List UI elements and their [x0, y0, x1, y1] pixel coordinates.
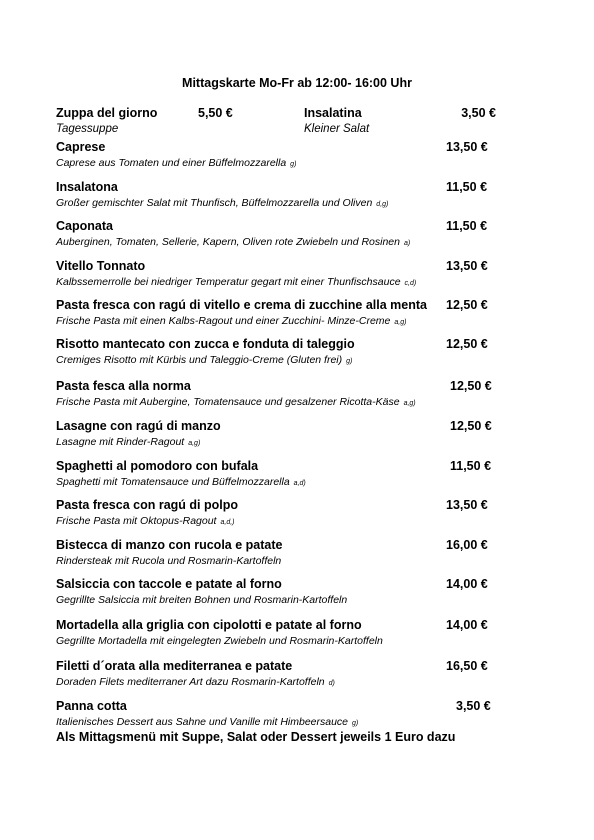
dish-name: Mortadella alla griglia con cipolotti e patate al forno [56, 618, 362, 632]
dish-desc [56, 716, 358, 728]
dish-name: Panna cotta [56, 699, 127, 713]
dish-desc [56, 555, 285, 567]
dish-name: Pasta fesca alla norma [56, 379, 191, 393]
dish-desc [56, 594, 351, 606]
dish-desc-text: Gegrillte Mortadella mit eingelegten Zwiebeln und Rosmarin-Kartoffeln [56, 635, 383, 647]
dish-price: 3,50 € [456, 699, 491, 713]
page-title: Mittagskarte Mo-Fr ab 12:00- 16:00 Uhr [182, 76, 412, 90]
allergen-code: a) [403, 240, 411, 247]
allergen-code: g) [346, 358, 353, 365]
dish-price: 11,50 € [450, 459, 492, 473]
dish-desc [56, 157, 296, 169]
allergen-code: d,g) [376, 201, 389, 208]
dish-desc-text: Cremiges Risotto mit Kürbis und Taleggio-Creme (Gluten frei) [56, 354, 343, 366]
dish-price: 14,00 € [446, 577, 488, 591]
dish-item [56, 140, 496, 174]
dish-name: Spaghetti al pomodoro con bufala [56, 459, 259, 473]
dish-desc-text: Doraden Filets mediterraner Art dazu Rosmarin-Kartoffeln [56, 676, 325, 688]
dish-desc-text: Kalbssemerrolle bei niedriger Temperatur gegart mit einer Thunfischsauce [56, 276, 401, 288]
dish-desc [56, 476, 306, 488]
small-salad-name: Insalatina [304, 106, 362, 120]
allergen-code: a,g) [188, 440, 201, 447]
allergen-code: a,g) [394, 319, 407, 326]
dish-price: 16,50 € [446, 659, 488, 673]
dish-name: Caprese [56, 140, 106, 154]
dish-name: Pasta fresca con ragú di vitello e crema di zucchine alla menta [56, 298, 427, 312]
dish-item [56, 498, 496, 532]
dish-desc-text: Großer gemischter Salat mit Thunfisch, Büffelmozzarella und Oliven [56, 197, 373, 209]
dish-desc [56, 276, 416, 288]
small-salad-price: 3,50 € [461, 106, 496, 120]
dish-item [56, 259, 496, 293]
dish-desc [56, 354, 352, 366]
dish-desc [56, 635, 387, 647]
dish-item [56, 538, 496, 572]
dish-desc [56, 396, 416, 408]
dish-desc [56, 236, 410, 248]
dish-desc [56, 315, 406, 327]
dish-price: 13,50 € [446, 498, 488, 512]
dish-name: Salsiccia con taccole e patate al forno [56, 577, 282, 591]
dish-item [56, 577, 496, 611]
dish-name: Vitello Tonnato [56, 259, 146, 273]
dish-item [56, 659, 496, 693]
dish-item [56, 219, 496, 253]
dish-desc-text: Spaghetti mit Tomatensauce und Büffelmozzarella [56, 476, 290, 488]
allergen-code: a,g) [403, 400, 416, 407]
allergen-code: g) [290, 161, 297, 168]
dish-price: 12,50 € [450, 419, 492, 433]
dish-name: Insalatona [56, 180, 118, 194]
dish-desc [56, 676, 335, 688]
soup-name: Zuppa del giorno [56, 106, 158, 120]
dish-desc-text: Gegrillte Salsiccia mit breiten Bohnen und Rosmarin-Kartoffeln [56, 594, 348, 606]
dish-desc-text: Rindersteak mit Rucola und Rosmarin-Kartoffeln [56, 555, 282, 567]
dish-name: Lasagne con ragú di manzo [56, 419, 221, 433]
dish-item [56, 379, 496, 413]
dish-price: 11,50 € [446, 219, 488, 233]
dish-item [56, 618, 496, 652]
dish-item [56, 180, 496, 214]
dish-desc-text: Italienisches Dessert aus Sahne und Vanille mit Himbeersauce [56, 716, 349, 728]
dish-price: 14,00 € [446, 618, 488, 632]
top-items-row [56, 106, 496, 140]
dish-desc [56, 515, 235, 527]
dish-desc-text: Auberginen, Tomaten, Sellerie, Kapern, Oliven rote Zwiebeln und Rosinen [56, 236, 400, 248]
dish-price: 13,50 € [446, 140, 488, 154]
dish-name: Pasta fresca con ragú di polpo [56, 498, 238, 512]
lunch-menu-note: Als Mittagsmenü mit Suppe, Salat oder Dessert jeweils 1 Euro dazu [56, 730, 456, 744]
dish-desc-text: Frische Pasta mit Aubergine, Tomatensauce und gesalzener Ricotta-Käse [56, 396, 400, 408]
dish-name: Caponata [56, 219, 113, 233]
dish-desc-text: Frische Pasta mit Oktopus-Ragout [56, 515, 217, 527]
dish-name: Bistecca di manzo con rucola e patate [56, 538, 283, 552]
allergen-code: a,d) [293, 480, 306, 487]
dish-desc [56, 197, 388, 209]
dish-price: 12,50 € [446, 298, 488, 312]
small-salad-desc: Kleiner Salat [304, 123, 370, 135]
dish-desc-text: Frische Pasta mit einen Kalbs-Ragout und einer Zucchini- Minze-Creme [56, 315, 391, 327]
dish-price: 12,50 € [446, 337, 488, 351]
dish-price: 12,50 € [450, 379, 492, 393]
allergen-code: d) [328, 680, 335, 687]
dish-name: Filetti d´orata alla mediterranea e patate [56, 659, 293, 673]
dish-item [56, 337, 496, 371]
allergen-code: g) [352, 720, 359, 727]
dish-desc-text: Lasagne mit Rinder-Ragout [56, 436, 185, 448]
dish-desc [56, 436, 200, 448]
allergen-code: a,d,) [220, 519, 235, 526]
dish-desc-text: Caprese aus Tomaten und einer Büffelmozzarella [56, 157, 287, 169]
dish-name: Risotto mantecato con zucca e fonduta di taleggio [56, 337, 355, 351]
dish-price: 11,50 € [446, 180, 488, 194]
dish-item [56, 298, 496, 332]
dish-price: 13,50 € [446, 259, 488, 273]
dish-item [56, 459, 496, 493]
dish-item [56, 419, 496, 453]
dish-price: 16,00 € [446, 538, 488, 552]
soup-price: 5,50 € [198, 106, 233, 120]
allergen-code: c,d) [404, 280, 417, 287]
soup-desc: Tagessuppe [56, 123, 119, 135]
dish-item [56, 699, 496, 733]
